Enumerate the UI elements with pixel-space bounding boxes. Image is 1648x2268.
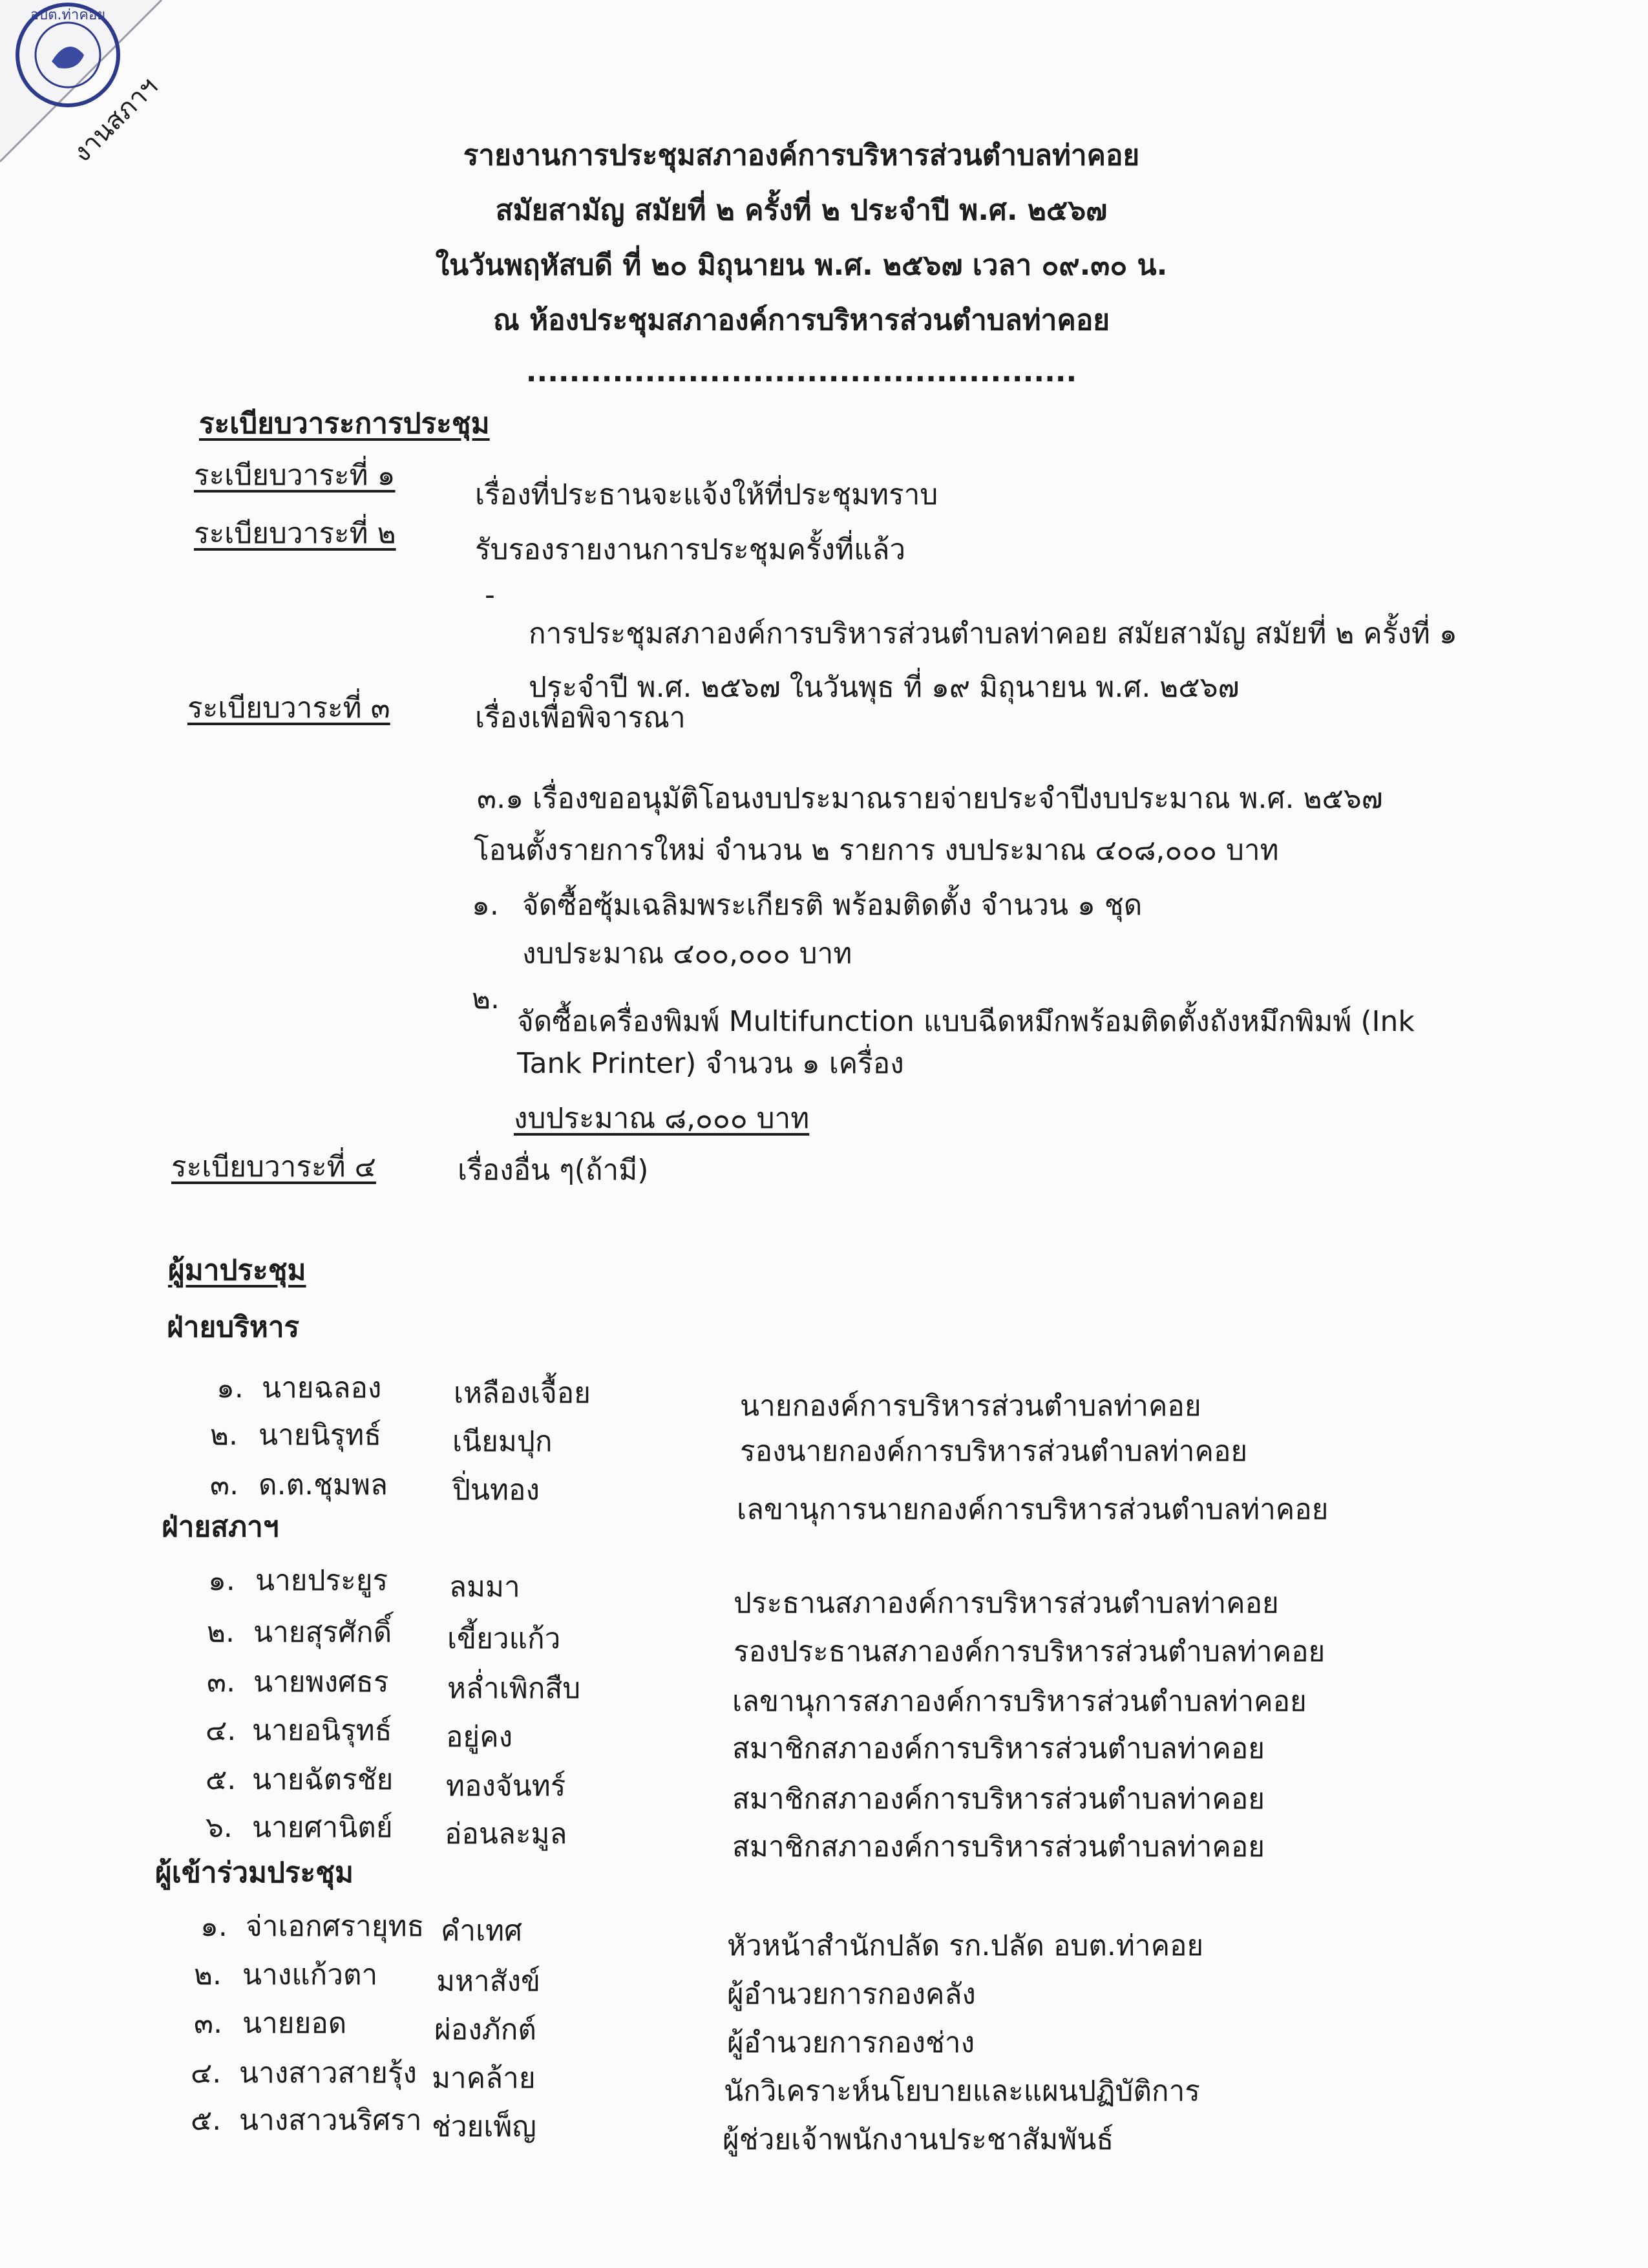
attendee-number: ๒. <box>210 1419 238 1452</box>
attendee-last-name: เขี้ยวแก้ว <box>447 1622 561 1655</box>
group-council-title: ฝ่ายสภาฯ <box>162 1510 279 1543</box>
agenda-item-2-detail-1: การประชุมสภาองค์การบริหารส่วนตำบลท่าคอย สมัยสามัญ สมัยที่ ๒ ครั้งที่ ๑ <box>529 617 1457 650</box>
attendee-last-name: มหาสังข์ <box>436 1965 541 1998</box>
attendee-last-name: มาคล้าย <box>432 2062 536 2095</box>
attendee-first-name: จ่าเอกศรายุทธ <box>246 1910 425 1943</box>
agenda-3-1-line1: ๓.๑ เรื่องขออนุมัติโอนงบประมาณรายจ่ายประจำปีงบประมาณ พ.ศ. ๒๕๖๗ <box>477 782 1383 815</box>
attendee-last-name: ช่วยเพ็ญ <box>432 2110 536 2143</box>
attendee-first-name: ด.ต.ชุมพล <box>259 1468 388 1501</box>
attendee-number: ๑. <box>217 1372 244 1404</box>
subitem-2-number: ๒. <box>472 982 500 1015</box>
agenda-item-2-detail-2: ประจำปี พ.ศ. ๒๕๖๗ ในวันพุธ ที่ ๑๙ มิถุนายน พ.ศ. ๒๕๖๗ <box>529 671 1240 704</box>
agenda-item-1-text: เรื่องที่ประธานจะแจ้งให้ที่ประชุมทราบ <box>475 478 938 511</box>
attendee-first-name: นางแก้วตา <box>242 1958 378 1991</box>
agenda-3-1-line2: โอนตั้งรายการใหม่ จำนวน ๒ รายการ งบประมาณ ๔๐๘,๐๐๐ บาท <box>474 834 1279 867</box>
attendee-number: ๕. <box>191 2104 222 2137</box>
attendee-first-name: นายประยูร <box>255 1564 388 1597</box>
group-executive-title: ฝ่ายบริหาร <box>167 1311 300 1344</box>
agenda-item-3-text: เรื่องเพื่อพิจารณา <box>475 701 686 734</box>
agenda-item-2-text: รับรองรายงานการประชุมครั้งที่แล้ว <box>475 533 906 566</box>
attendee-number: ๑. <box>208 1564 235 1597</box>
attendee-last-name: ลมมา <box>449 1571 520 1604</box>
attendee-number: ๓. <box>210 1468 239 1501</box>
attendee-last-name: เนียมปุก <box>452 1425 553 1458</box>
attendee-last-name: ปิ่นทอง <box>452 1474 540 1507</box>
attendee-number: ๕. <box>206 1763 237 1796</box>
agenda-item-1-label: ระเบียบวาระที่ ๑ <box>194 459 396 492</box>
agenda-item-4-text: เรื่องอื่น ๆ(ถ้ามี) <box>458 1154 649 1187</box>
subitem-2-line3: งบประมาณ ๘,๐๐๐ บาท <box>514 1102 810 1135</box>
attendees-heading: ผู้มาประชุม <box>168 1254 306 1287</box>
attendee-last-name: เหลืองเจื้อย <box>454 1377 591 1410</box>
attendee-number: ๒. <box>207 1616 235 1649</box>
attendee-first-name: นายยอด <box>242 2007 347 2040</box>
attendee-position: ผู้อำนวยการกองช่าง <box>727 2026 975 2059</box>
agenda-item-4-label: ระเบียบวาระที่ ๔ <box>171 1150 376 1183</box>
attendee-number: ๖. <box>206 1811 233 1844</box>
attendee-number: ๔. <box>191 2057 222 2090</box>
attendee-position: นักวิเคราะห์นโยบายและแผนปฏิบัติการ <box>724 2075 1200 2108</box>
subitem-2-line2: Tank Printer) จำนวน ๑ เครื่อง <box>517 1047 904 1080</box>
attendee-number: ๑. <box>200 1910 227 1943</box>
attendee-position: ผู้ช่วยเจ้าพนักงานประชาสัมพันธ์ <box>723 2123 1114 2156</box>
subitem-1-line2: งบประมาณ ๔๐๐,๐๐๐ บาท <box>522 937 852 970</box>
attendee-first-name: นายนิรุทธ์ <box>259 1419 382 1452</box>
date-line: ในวันพฤหัสบดี ที่ ๒๐ มิถุนายน พ.ศ. ๒๕๖๗ เวลา ๐๙.๓๐ น. <box>435 249 1168 282</box>
attendee-position: ประธานสภาองค์การบริหารส่วนตำบลท่าคอย <box>734 1587 1279 1620</box>
attendee-first-name: นายสุรศักดิ์ <box>253 1616 392 1649</box>
attendee-first-name: นายพงศธร <box>253 1666 389 1699</box>
attendee-position: รองนายกองค์การบริหารส่วนตำบลท่าคอย <box>740 1435 1248 1468</box>
attendee-number: ๓. <box>194 2007 223 2040</box>
attendee-first-name: นางสาวนริศรา <box>239 2104 422 2137</box>
agenda-item-2-label: ระเบียบวาระที่ ๒ <box>194 517 396 550</box>
attendee-last-name: อยู่คง <box>446 1721 513 1754</box>
agenda-item-3-label: ระเบียบวาระที่ ๓ <box>187 692 390 725</box>
attendee-first-name: นางสาวสายรุ้ง <box>239 2057 417 2090</box>
attendee-position: นายกองค์การบริหารส่วนตำบลท่าคอย <box>740 1390 1201 1423</box>
attendee-position: สมาชิกสภาองค์การบริหารส่วนตำบลท่าคอย <box>732 1732 1265 1765</box>
attendee-position: หัวหน้าสำนักปลัด รก.ปลัด อบต.ท่าคอย <box>727 1929 1204 1962</box>
attendee-number: ๒. <box>194 1958 222 1991</box>
attendee-position: เลขานุการสภาองค์การบริหารส่วนตำบลท่าคอย <box>732 1685 1307 1718</box>
attendee-first-name: นายศานิตย์ <box>252 1811 393 1844</box>
attendee-last-name: หล่ำเพิกสืบ <box>447 1672 581 1705</box>
session-line: สมัยสามัญ สมัยที่ ๒ ครั้งที่ ๒ ประจำปี พ.ศ. ๒๕๖๗ <box>495 194 1108 227</box>
header-divider: ................................................... <box>525 355 1077 388</box>
attendee-first-name: นายฉลอง <box>262 1372 382 1404</box>
attendee-first-name: นายอนิรุทธ์ <box>252 1714 392 1747</box>
agenda-item-2-dash: - <box>485 578 495 611</box>
subitem-1-line1: จัดซื้อซุ้มเฉลิมพระเกียรติ พร้อมติดตั้ง จำนวน ๑ ชุด <box>522 889 1143 922</box>
venue-line: ณ ห้องประชุมสภาองค์การบริหารส่วนตำบลท่าคอย <box>492 304 1110 337</box>
report-title: รายงานการประชุมสภาองค์การบริหารส่วนตำบลท่าคอย <box>463 139 1140 172</box>
attendee-number: ๓. <box>207 1666 236 1699</box>
attendee-position: สมาชิกสภาองค์การบริหารส่วนตำบลท่าคอย <box>732 1830 1265 1863</box>
attendee-last-name: ทองจันทร์ <box>446 1770 566 1803</box>
attendee-position: ผู้อำนวยการกองคลัง <box>727 1978 976 2011</box>
subitem-1-number: ๑. <box>472 889 499 922</box>
group-participants-title: ผู้เข้าร่วมประชุม <box>155 1856 354 1889</box>
attendee-position: สมาชิกสภาองค์การบริหารส่วนตำบลท่าคอย <box>732 1783 1265 1816</box>
attendee-last-name: คำเทศ <box>441 1914 523 1947</box>
attendee-last-name: ผ่องภักต์ <box>434 2013 536 2046</box>
attendee-last-name: อ่อนละมูล <box>445 1818 567 1850</box>
subitem-2-line1: จัดซื้อเครื่องพิมพ์ Multifunction แบบฉีดหมึกพร้อมติดตั้งถังหมึกพิมพ์ (Ink <box>517 1005 1415 1038</box>
agenda-heading: ระเบียบวาระการประชุม <box>199 407 490 440</box>
seal-lettering: อบต.ท่าคอย <box>30 7 106 23</box>
attendee-position: รองประธานสภาองค์การบริหารส่วนตำบลท่าคอย <box>734 1635 1326 1668</box>
handwritten-note: งานสภาฯ <box>67 71 164 168</box>
attendee-number: ๔. <box>206 1714 237 1747</box>
attendee-first-name: นายฉัตรชัย <box>252 1763 394 1796</box>
attendee-position: เลขานุการนายกองค์การบริหารส่วนตำบลท่าคอย <box>737 1493 1329 1526</box>
